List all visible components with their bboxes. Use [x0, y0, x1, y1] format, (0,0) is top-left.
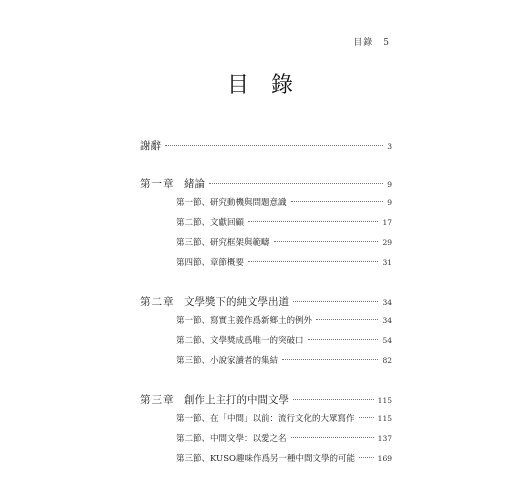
dot-leader — [359, 457, 374, 458]
toc-section-2-1[interactable] — [140, 314, 392, 334]
section-label: 第二節、文獻回顧 — [176, 218, 245, 228]
toc-chapter-2[interactable] — [140, 294, 392, 314]
toc-entry-label: 謝辭 — [140, 140, 161, 152]
running-head — [353, 35, 390, 48]
toc-section-3-2[interactable] — [140, 432, 392, 452]
chapter-number: 第二章 — [140, 296, 175, 308]
toc-section-3-1[interactable] — [140, 412, 392, 432]
section-page: 34 — [382, 316, 392, 325]
section-label: 第一節、研究動機與問題意識 — [176, 198, 287, 208]
dot-leader — [282, 359, 378, 360]
section-label: 第四節、章節概要 — [176, 258, 245, 268]
toc-section-2-2[interactable] — [140, 334, 392, 354]
dot-leader — [293, 301, 378, 302]
chapter-page: 9 — [387, 180, 392, 189]
toc-section-1-4[interactable] — [140, 256, 392, 276]
toc-entry-page: 3 — [387, 142, 392, 151]
dot-leader — [291, 437, 374, 438]
chapter-page: 34 — [382, 298, 392, 307]
section-label: 第一節、寫實主義作爲新鄉土的例外 — [176, 316, 313, 326]
section-page: 29 — [382, 238, 392, 247]
chapter-number: 第三章 — [140, 394, 175, 406]
section-page: 137 — [377, 434, 392, 443]
chapter-title: 創作上主打的中間文學 — [184, 394, 289, 406]
section-page: 17 — [382, 218, 392, 227]
toc-chapter-1[interactable] — [140, 176, 392, 196]
toc-section-3-3[interactable] — [140, 452, 392, 472]
section-label: 第二節、中間文學：以愛之名 — [176, 434, 287, 444]
header-page-number: 5 — [383, 38, 390, 48]
section-page: 54 — [382, 336, 392, 345]
section-page: 9 — [387, 198, 392, 207]
dot-leader — [248, 221, 378, 222]
running-title: 目錄 — [353, 38, 374, 48]
chapter-number: 第一章 — [140, 178, 175, 190]
section-page: 169 — [377, 454, 392, 463]
toc-section-1-2[interactable] — [140, 216, 392, 236]
chapter-title: 文學獎下的純文學出道 — [184, 296, 289, 308]
dot-leader — [308, 339, 379, 340]
dot-leader — [274, 241, 379, 242]
section-page: 82 — [382, 356, 392, 365]
toc-section-1-3[interactable] — [140, 236, 392, 256]
dot-leader — [209, 183, 383, 184]
dot-leader — [165, 145, 383, 146]
section-label: 第三節、KUSO趣味作爲另一種中間文學的可能 — [176, 454, 356, 464]
toc-entry-acknowledgements[interactable] — [140, 138, 392, 158]
toc-section-2-3[interactable] — [140, 354, 392, 374]
page-title: 目錄 — [226, 73, 315, 98]
toc-chapter-3[interactable] — [140, 392, 392, 412]
dot-leader — [248, 261, 378, 262]
chapter-title: 緒論 — [184, 178, 205, 190]
chapter-spacer — [140, 276, 392, 294]
table-of-contents — [140, 138, 392, 472]
section-page: 115 — [377, 414, 392, 423]
section-label: 第三節、小說家讀者的集結 — [176, 356, 279, 366]
dot-leader — [359, 417, 374, 418]
dot-leader — [291, 201, 384, 202]
section-label: 第三節、研究框架與範疇 — [176, 238, 270, 248]
dot-leader — [316, 319, 378, 320]
chapter-page: 115 — [377, 396, 392, 405]
chapter-spacer — [140, 374, 392, 392]
dot-leader — [293, 399, 374, 400]
section-page: 31 — [382, 258, 392, 267]
section-label: 第二節、文學獎成爲唯一的突破口 — [176, 336, 304, 346]
toc-section-1-1[interactable] — [140, 196, 392, 216]
section-label: 第一節、在「中間」以前：流行文化的大眾寫作 — [176, 414, 355, 424]
